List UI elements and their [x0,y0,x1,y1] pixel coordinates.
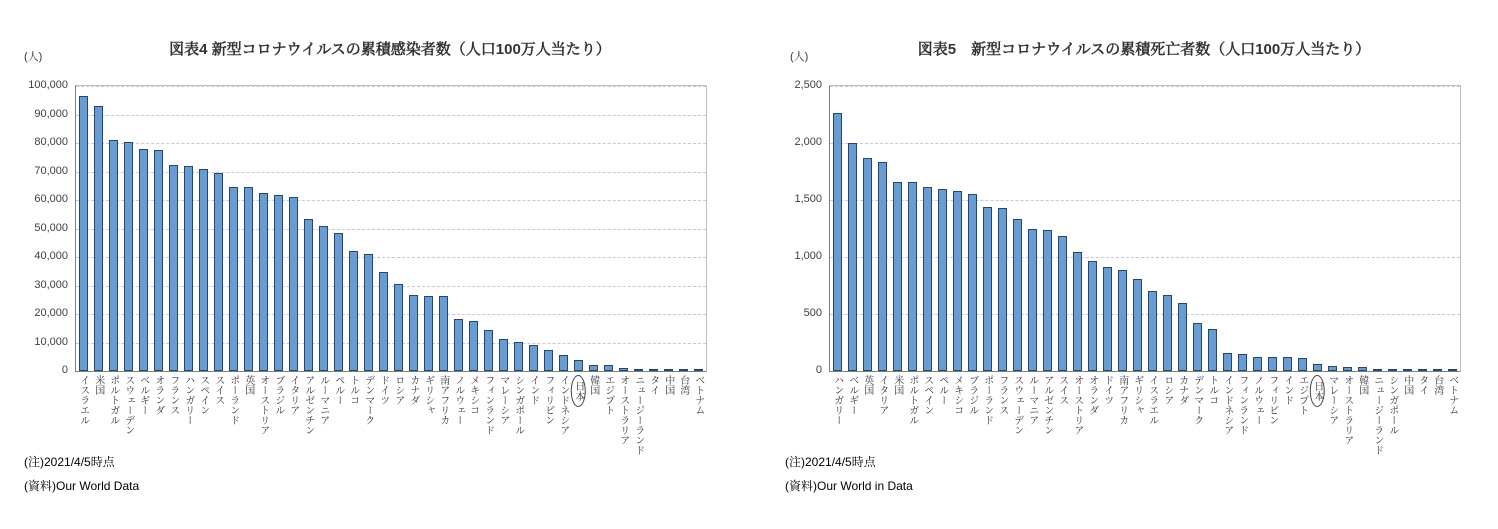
bar-トルコ [349,251,358,371]
plot-area [829,85,1461,372]
bar-カナダ [1178,303,1187,371]
y-tick-label: 70,000 [34,164,68,177]
x-category-label: ベルギー [846,375,858,415]
x-category-label: ベルギー [137,375,149,415]
x-category-label: シンガポール [1386,375,1398,435]
bar-フィリピン [1268,357,1277,371]
x-category-label [1311,375,1322,407]
x-category-label: フランス [996,375,1008,415]
gridline [76,115,706,116]
x-category-label: ポーランド [981,375,993,425]
chart-title: 図表4 新型コロナウイルスの累積感染者数（人口100万人当たり） [169,41,611,58]
x-category-label: フィリピン [542,375,554,425]
x-category-label: ルーマニア [317,375,329,425]
x-category-label: 米国 [92,375,104,395]
y-tick-label: 2,500 [794,79,822,91]
bar-米国 [893,182,902,371]
x-category-label: イタリア [287,375,299,415]
x-category-label: ニュージーランド [632,375,644,455]
bar-スペイン [923,187,932,371]
x-category-label: ポルトガル [906,375,918,425]
bar-ポーランド [229,187,238,371]
x-category-label: シンガポール [512,375,524,435]
bar-ノルウェー [454,319,463,371]
x-category-label: オーストラリア [1341,375,1353,445]
bar-ルーマニア [1028,229,1037,371]
x-category-label: タイ [647,375,659,395]
x-category-label: エジプト [1296,375,1308,415]
bar-エジプト [604,365,613,371]
gridline [76,86,706,87]
x-category-label: ノルウェー [452,375,464,425]
x-category-label: ドイツ [377,375,389,405]
x-category-label: スイス [1056,375,1068,405]
bar-ベルギー [139,149,148,371]
x-category-label: ロシア [392,375,404,405]
x-category-label: スウェーデン [1011,375,1023,435]
bar-ベトナム [1448,369,1457,371]
note-date: (注)2021/4/5時点 [24,455,115,469]
bar-フランス [169,165,178,371]
bar-オランダ [1088,261,1097,371]
bar-タイ [649,369,658,371]
bar-フィンランド [1238,354,1247,371]
x-category-label: ハンガリー [182,375,194,425]
x-category-label: スペイン [921,375,933,415]
bar-ポルトガル [109,140,118,371]
bar-マレーシア [499,339,508,371]
bar-インド [1283,357,1292,371]
y-tick-label: 10,000 [34,335,68,348]
bar-トルコ [1208,329,1217,371]
bar-カナダ [409,295,418,371]
x-category-label: 台湾 [677,375,689,395]
bar-アルゼンチン [1043,230,1052,371]
y-axis-unit-label: (人) [790,51,809,63]
bar-エジプト [1298,358,1307,371]
x-category-label: エジプト [602,375,614,415]
y-tick-label: 60,000 [34,193,68,205]
bar-インド [529,345,538,371]
y-tick-label: 1,500 [794,193,822,205]
x-category-label: オーストラリア [617,375,629,445]
bar-中国 [1403,369,1412,371]
x-category-label: インド [1281,375,1293,405]
bar-ギリシャ [1133,279,1142,371]
note-source: (資料)Our World Data [24,479,140,493]
japan-highlight-ellipse: 日本 [571,375,586,407]
chart-figure5-deaths [762,38,1496,526]
x-category-label: ブラジル [272,375,284,415]
x-category-label: インド [527,375,539,405]
x-category-label: 台湾 [1431,375,1443,395]
bar-英国 [863,158,872,371]
x-category-label: ペルー [936,375,948,405]
x-category-label: ドイツ [1101,375,1113,405]
plot-area [75,85,707,372]
bar-オーストリア [259,193,268,371]
bar-スイス [1058,236,1067,371]
chart-title: 図表5 新型コロナウイルスの累積死亡者数（人口100万人当たり） [917,41,1371,58]
gridline [830,143,1460,144]
bar-韓国 [589,365,598,371]
bar-タイ [1418,369,1427,371]
bar-日本 [574,360,583,371]
x-category-label: 中国 [662,375,674,395]
bar-ペルー [938,189,947,371]
x-category-label: 韓国 [1356,375,1368,395]
x-category-label: 英国 [242,375,254,395]
x-category-label: イスラエル [77,375,89,425]
x-category-label: ハンガリー [831,375,843,425]
bar-フィリピン [544,350,553,371]
bar-マレーシア [1328,366,1337,371]
y-tick-label: 0 [815,364,822,376]
bar-インドネシア [559,355,568,371]
x-category-label: 南アフリカ [1116,375,1128,425]
bar-オーストラリア [619,368,628,371]
x-category-label: デンマーク [362,375,374,425]
x-category-label: ルーマニア [1026,375,1038,425]
y-axis-unit-label: (人) [24,51,43,63]
y-tick-label: 100,000 [28,79,68,91]
x-category-label: スウェーデン [122,375,134,435]
bar-ポルトガル [908,182,917,371]
bar-韓国 [1358,367,1367,371]
bar-イタリア [878,162,887,371]
bar-スウェーデン [124,142,133,371]
y-tick-label: 80,000 [34,136,68,148]
bar-インドネシア [1223,353,1232,371]
y-tick-label: 500 [803,307,822,319]
bar-ハンガリー [184,166,193,371]
bar-ベルギー [848,143,857,371]
x-category-label: ノルウェー [1251,375,1263,425]
x-category-label: メキシコ [467,375,479,415]
x-category-label: マレーシア [497,375,509,425]
bar-南アフリカ [439,296,448,371]
bar-イスラエル [1148,291,1157,371]
bar-イスラエル [79,96,88,371]
y-tick-label: 90,000 [34,107,68,120]
bar-メキシコ [469,321,478,371]
x-category-label: デンマーク [1191,375,1203,425]
x-category-label: オランダ [1086,375,1098,415]
x-category-label: 英国 [861,375,873,395]
x-category-label: 韓国 [587,375,599,395]
y-tick-label: 40,000 [34,250,68,262]
gridline [830,86,1460,87]
x-category-label: マレーシア [1326,375,1338,425]
bar-ロシア [1163,295,1172,371]
bar-ニュージーランド [1373,369,1382,371]
x-category-label: カナダ [407,375,419,405]
x-category-label: イタリア [876,375,888,415]
note-source: (資料)Our World in Data [785,479,913,493]
x-category-label: ポルトガル [107,375,119,425]
x-category-label: ニュージーランド [1371,375,1383,455]
x-category-label: 中国 [1401,375,1413,395]
bar-ブラジル [274,195,283,371]
x-category-label: スペイン [197,375,209,415]
bar-シンガポール [514,342,523,371]
bar-オーストラリア [1343,367,1352,371]
x-category-label: オーストリア [257,375,269,435]
bar-シンガポール [1388,369,1397,371]
bar-アルゼンチン [304,219,313,371]
bar-ギリシャ [424,296,433,371]
x-category-label: 米国 [891,375,903,395]
bar-ベトナム [694,369,703,371]
bar-ロシア [394,284,403,371]
x-category-label [572,375,583,407]
bar-ブラジル [968,194,977,371]
x-category-label: フィンランド [1236,375,1248,435]
y-tick-label: 2,000 [794,136,822,148]
y-tick-label: 0 [61,364,68,376]
bar-ルーマニア [319,226,328,371]
x-category-label: カナダ [1176,375,1188,405]
x-category-label: ギリシャ [422,375,434,415]
x-category-label: ポーランド [227,375,239,425]
bar-オーストリア [1073,252,1082,371]
bar-ポーランド [983,207,992,371]
y-tick-label: 20,000 [34,307,68,319]
x-category-label: スイス [212,375,224,405]
bar-メキシコ [953,191,962,371]
bar-オランダ [154,150,163,371]
bar-南アフリカ [1118,270,1127,371]
bar-スペイン [199,169,208,371]
bar-イタリア [289,197,298,371]
x-category-label: ギリシャ [1131,375,1143,415]
x-category-label: インドネシア [1221,375,1233,435]
japan-highlight-ellipse: 日本 [1310,375,1325,407]
bar-米国 [94,106,103,371]
gridline [76,143,706,144]
x-category-label: タイ [1416,375,1428,395]
bar-ドイツ [1103,267,1112,371]
x-category-label: メキシコ [951,375,963,415]
bar-英国 [244,187,253,371]
bar-ハンガリー [833,113,842,371]
bar-フィンランド [484,330,493,371]
bar-台湾 [679,369,688,371]
x-category-label: アルゼンチン [1041,375,1053,435]
y-tick-label: 50,000 [34,221,68,234]
x-category-label: トルコ [347,375,359,405]
note-date: (注)2021/4/5時点 [785,455,876,469]
x-category-label: ロシア [1161,375,1173,405]
bar-中国 [664,369,673,371]
bar-デンマーク [1193,323,1202,371]
x-category-label: オランダ [152,375,164,415]
x-category-label: フランス [167,375,179,415]
bar-デンマーク [364,254,373,371]
y-tick-label: 1,000 [794,250,822,262]
bar-ペルー [334,233,343,371]
x-category-label: オーストリア [1071,375,1083,435]
x-category-label: フィリピン [1266,375,1278,425]
x-category-label: トルコ [1206,375,1218,405]
bar-台湾 [1433,369,1442,371]
bar-ニュージーランド [634,369,643,371]
x-category-label: イスラエル [1146,375,1158,425]
bar-日本 [1313,364,1322,371]
x-category-label: ペルー [332,375,344,405]
x-category-label: ブラジル [966,375,978,415]
bar-スウェーデン [1013,219,1022,371]
bar-スイス [214,173,223,371]
x-category-label: インドネシア [557,375,569,435]
chart-figure4-cases [8,38,742,526]
x-category-label: フィンランド [482,375,494,435]
x-category-label: 南アフリカ [437,375,449,425]
x-category-label: ベトナム [692,375,704,415]
y-tick-label: 30,000 [34,278,68,291]
x-category-label: アルゼンチン [302,375,314,435]
bar-ドイツ [379,272,388,371]
bar-フランス [998,208,1007,371]
bar-ノルウェー [1253,357,1262,371]
x-category-label: ベトナム [1446,375,1458,415]
